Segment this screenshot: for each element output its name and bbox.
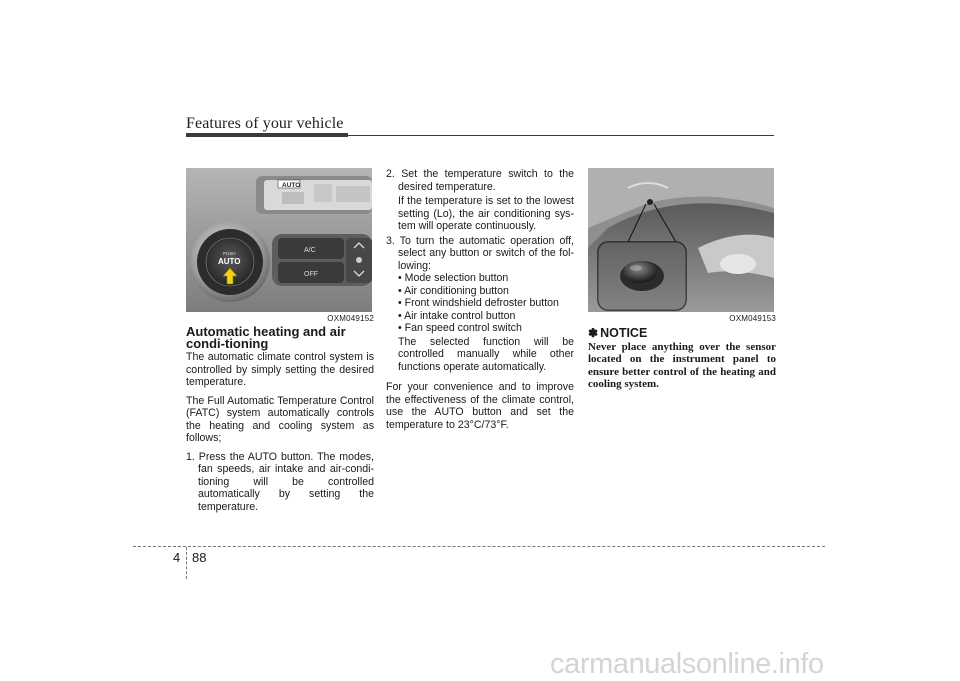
chapter-number: 4 — [173, 550, 181, 565]
notice-symbol-icon: ✽ — [588, 326, 599, 340]
push-text: PUSH — [223, 251, 236, 256]
step-1: 1. Press the AUTO button. The modes, fan speeds, air intake and air-condi-tioning will be controlled automatically by setting the temperature. — [186, 450, 374, 513]
intro-paragraph: The automatic climate control system is controlled by simply setting the desired temperature. — [186, 351, 374, 388]
figure-code-1: OXM049152 — [327, 314, 374, 323]
list-item: • Front windshield defroster button — [398, 297, 559, 309]
list-item: • Mode selection button — [398, 272, 509, 284]
step-2-note: If the temperature is set to the lowest setting (Lo), the air conditioning sys-tem will operate continuously. — [398, 195, 574, 232]
notice-heading — [588, 327, 776, 340]
notice-title: NOTICE — [600, 326, 648, 340]
climate-panel-figure — [186, 168, 372, 312]
column-3 — [588, 168, 776, 391]
page-header-title: Features of your vehicle — [186, 115, 344, 132]
step-3-note: The selected function will be controlled manually while other functions operate automatically. — [398, 335, 574, 373]
step-3: 3. To turn the automatic operation off, select any button or switch of the fol-lowing: — [386, 234, 574, 272]
tip-paragraph: For your convenience and to improve the effectiveness of the climate control, use the AUTO button and set the temperature to 23°C/73°F. — [386, 381, 574, 431]
display-auto-text: AUTO — [282, 182, 301, 189]
column-1 — [186, 168, 374, 519]
knob-auto-text: AUTO — [218, 257, 241, 266]
figure-code-2: OXM049153 — [729, 314, 776, 323]
off-button-text: OFF — [304, 271, 318, 278]
section-heading: Automatic heating and air condi-tioning — [186, 324, 346, 351]
notice-body: Never place anything over the sensor located on the instrument panel to ensure better control of the heating and cooling system. — [588, 340, 776, 390]
footer-divider — [186, 547, 187, 579]
column-2 — [386, 168, 574, 437]
ac-button-text: A/C — [304, 247, 316, 254]
footer-rule — [133, 546, 825, 547]
list-item: • Air conditioning button — [398, 284, 509, 297]
climate-panel-illustration — [186, 168, 372, 312]
header-rule — [186, 135, 774, 136]
list-item: • Air intake control button — [398, 309, 516, 322]
fatc-paragraph: The Full Automatic Temperature Control (FATC) system automatically controls the heating and cooling system as follows; — [186, 394, 374, 444]
sensor-illustration — [588, 168, 774, 312]
step-2: 2. Set the temperature switch to the desired temperature. — [386, 168, 574, 193]
sensor-figure — [588, 168, 774, 312]
page-number: 88 — [192, 550, 207, 565]
list-item: • Fan speed control switch — [398, 322, 522, 334]
watermark: carmanualsonline.info — [550, 648, 824, 680]
